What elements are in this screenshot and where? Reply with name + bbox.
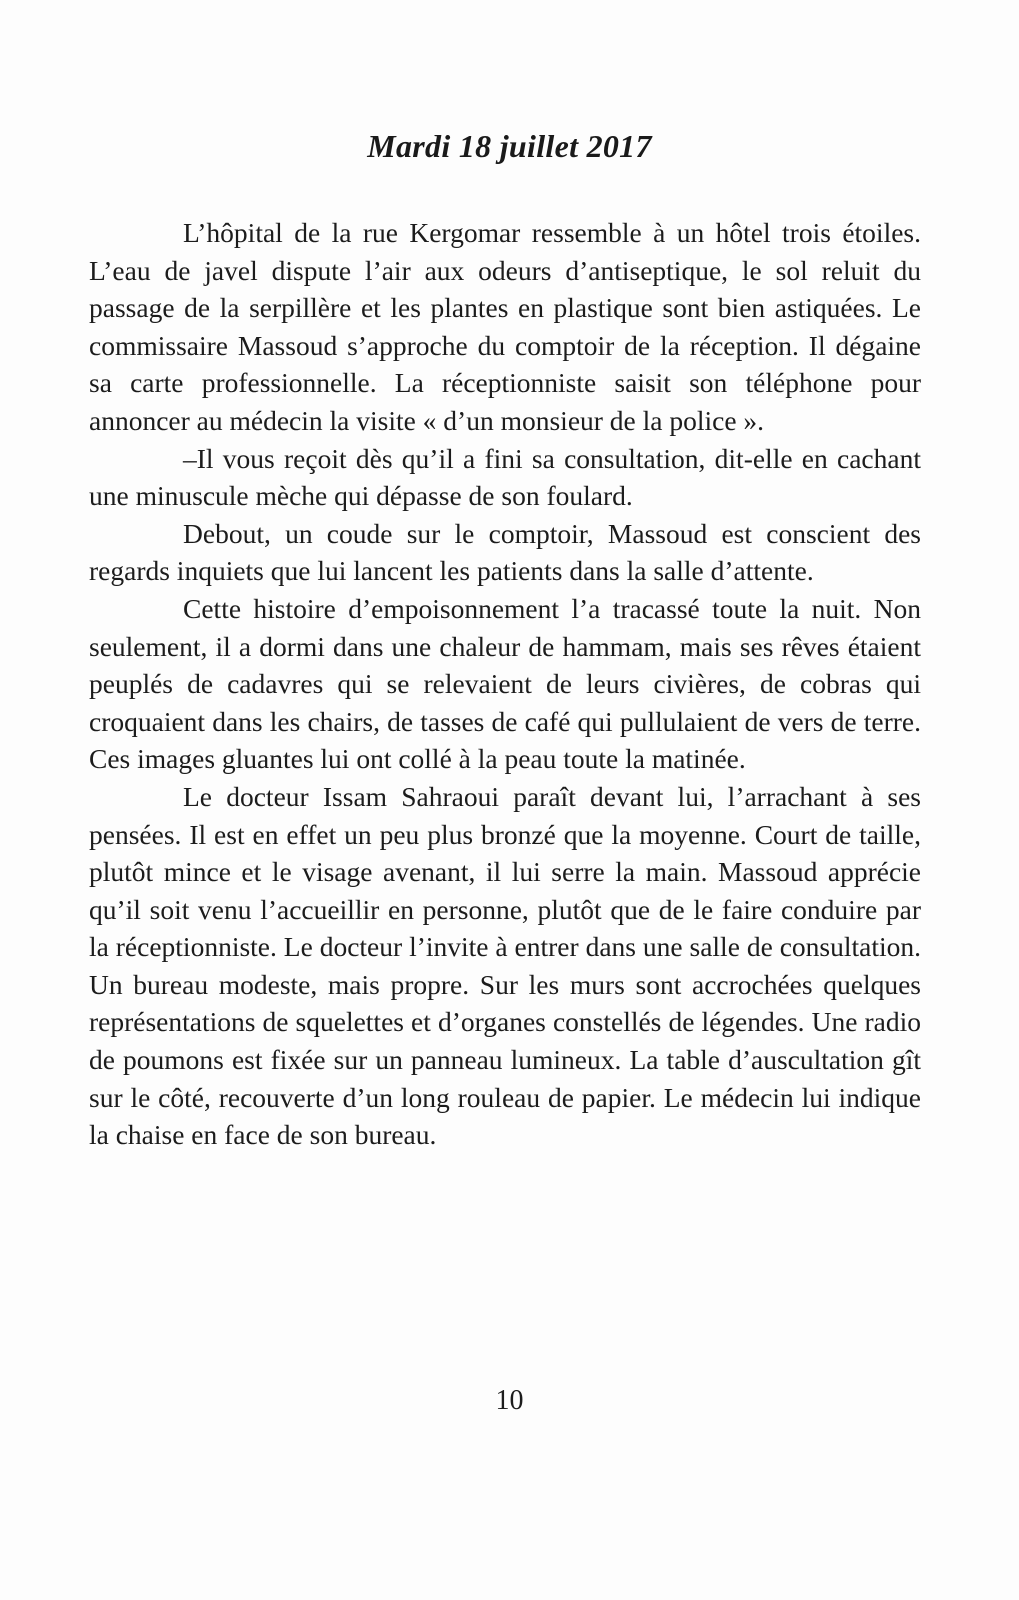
page-number: 10 (495, 1385, 524, 1416)
paragraph: L’hôpital de la rue Kergomar ressemble à un hôtel trois étoiles. L’eau de javel dispute l’air aux odeurs d’antiseptique, le sol reluit du passage de la serpillère et les plantes en plastique sont bien astiquées. Le commissaire Massoud s’approche du comptoir de la réception. Il dégaine sa carte professionnelle. La réceptionniste saisit son téléphone pour annoncer au médecin la visite « d’un monsieur de la police ». (89, 217, 921, 436)
chapter-date-heading: Mardi 18 juillet 2017 (367, 128, 652, 164)
paragraph: –Il vous reçoit dès qu’il a fini sa consultation, dit-elle en cachant une minuscule mèche qui dépasse de son foulard. (89, 442, 921, 512)
paragraph: Debout, un coude sur le comptoir, Massoud est conscient des regards inquiets que lui lancent les patients dans la salle d’attente. (89, 517, 921, 587)
body-text (89, 214, 921, 1154)
paragraph: Cette histoire d’empoisonnement l’a tracassé toute la nuit. Non seulement, il a dormi dans une chaleur de hammam, mais ses rêves étaient peuplés de cadavres qui se relevaient de leurs civières, de cobras qui croquaient dans les chairs, de tasses de café qui pullulaient de vers de terre. Ces images gluantes lui ont collé à la peau toute la matinée. (89, 592, 921, 775)
paragraph: Le docteur Issam Sahraoui paraît devant lui, l’arrachant à ses pensées. Il est en effet un peu plus bronzé que la moyenne. Court de taille, plutôt mince et le visage avenant, il lui serre la main. Massoud apprécie qu’il soit venu l’accueillir en personne, plutôt que de le faire conduire par la réceptionniste. Le docteur l’invite à entrer dans une salle de consultation. Un bureau modeste, mais propre. Sur les murs sont accrochées quelques représentations de squelettes et d’organes constellés de légendes. Une radio de poumons est fixée sur un panneau lumineux. La table d’auscultation gît sur le côté, recouverte d’un long rouleau de papier. Le médecin lui indique la chaise en face de son bureau. (89, 780, 921, 1151)
